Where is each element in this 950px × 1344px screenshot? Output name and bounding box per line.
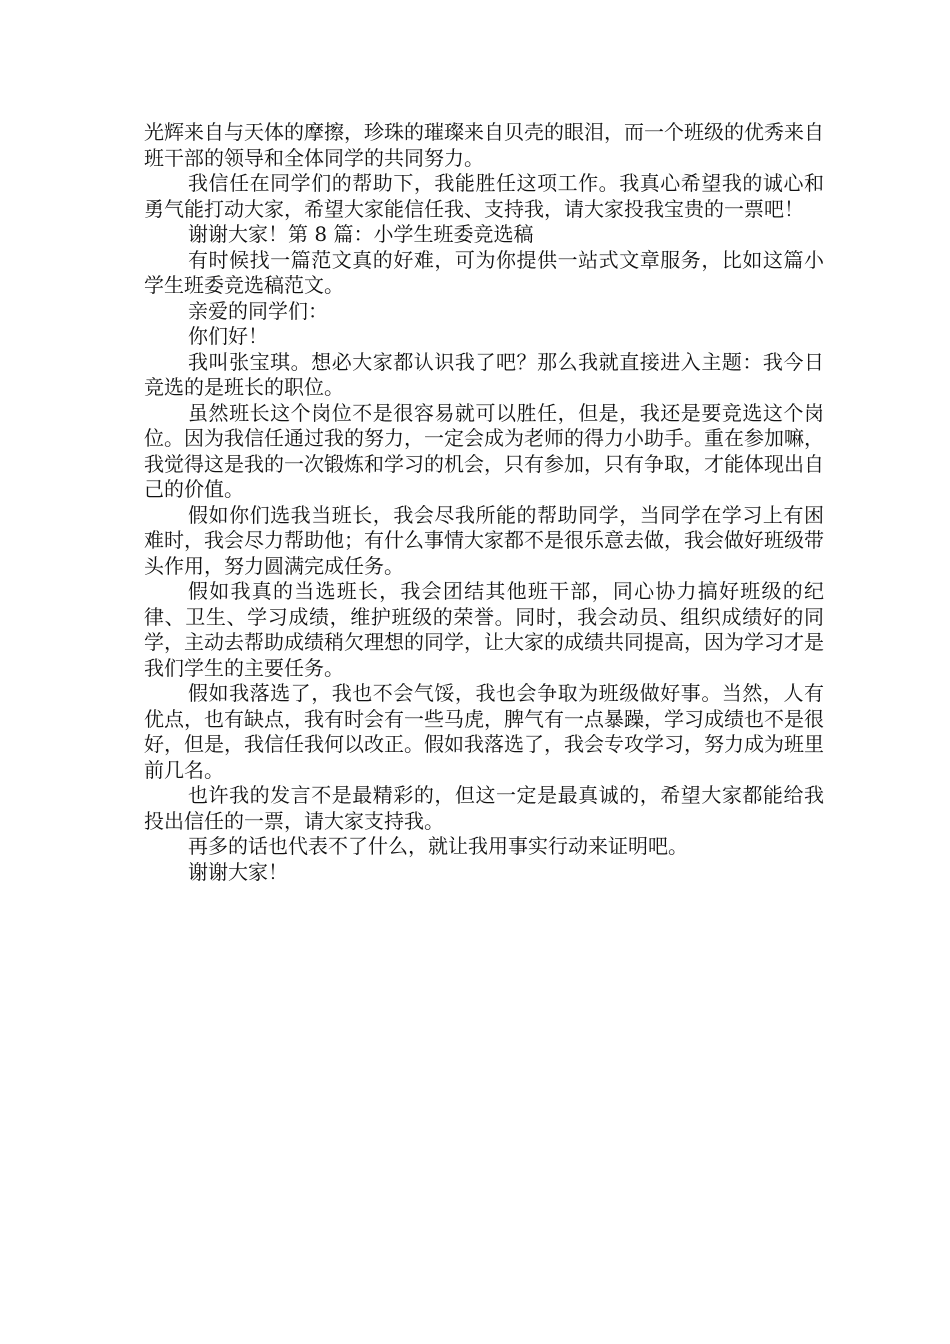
paragraph-5-salutation: 亲爱的同学们：	[188, 298, 328, 323]
paragraph-6-greeting: 你们好！	[188, 324, 268, 348]
paragraph-11: 假如我落选了，我也不会气馁，我也会争取为班级做好事。当然，人有优点，也有缺点，我有时会有一些马虎，脾气有一点暴躁，学习成绩也不是很好，但是，我信任我何以改正。假如我落选了，我会专攻学习，努力成为班里前几名。	[144, 681, 824, 782]
document-body	[144, 120, 824, 885]
paragraph-9: 假如你们选我当班长，我会尽我所能的帮助同学，当同学在学习上有困难时，我会尽力帮助他；有什么事情大家都不是很乐意去做，我会做好班级带头作用，努力圆满完成任务。	[144, 502, 824, 578]
paragraph-8: 虽然班长这个岗位不是很容易就可以胜任，但是，我还是要竞选这个岗位。因为我信任通过我的努力，一定会成为老师的得力小助手。重在参加嘛，我觉得这是我的一次锻炼和学习的机会，只有参加，只有争取，才能体现出自己的价值。	[144, 400, 824, 501]
paragraph-13: 再多的话也代表不了什么，就让我用事实行动来证明吧。	[188, 834, 688, 858]
paragraph-10: 假如我真的当选班长，我会团结其他班干部，同心协力搞好班级的纪律、卫生、学习成绩，维护班级的荣誉。同时，我会动员、组织成绩好的同学，主动去帮助成绩稍欠理想的同学，让大家的成绩共同提高，因为学习才是我们学生的主要任务。	[144, 579, 824, 680]
paragraph-7: 我叫张宝琪。想必大家都认识我了吧？那么我就直接进入主题：我今日竞选的是班长的职位。	[144, 349, 824, 399]
paragraph-2: 我信任在同学们的帮助下，我能胜任这项工作。我真心希望我的诚心和勇气能打动大家，希望大家能信任我、支持我，请大家投我宝贵的一票吧！	[144, 171, 824, 221]
paragraph-4: 有时候找一篇范文真的好难，可为你提供一站式文章服务，比如这篇小学生班委竞选稿范文。	[144, 247, 824, 297]
paragraph-12: 也许我的发言不是最精彩的，但这一定是最真诚的，希望大家都能给我投出信任的一票，请大家支持我。	[144, 783, 824, 833]
paragraph-1: 光辉来自与天体的摩擦，珍珠的璀璨来自贝壳的眼泪，而一个班级的优秀来自班干部的领导和全体同学的共同努力。	[144, 120, 824, 170]
paragraph-3-section-heading: 谢谢大家！第 8 篇：小学生班委竞选稿	[188, 222, 534, 246]
paragraph-14-closing: 谢谢大家！	[188, 859, 288, 884]
